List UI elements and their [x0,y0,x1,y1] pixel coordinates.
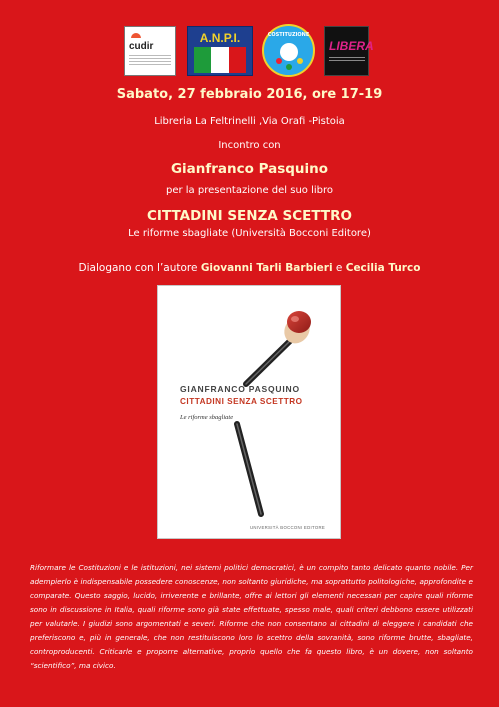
dialogue-join: e [332,262,346,274]
dialogue-prefix: Dialogano con l’autore [78,262,201,274]
author-name: Gianfranco Pasquino [170,161,329,177]
cover-title: CITTADINI SENZA SCETTRO [180,397,303,406]
book-subtitle: Le riforme sbagliate (Università Bocconi Editore) [128,228,371,239]
cudir-logo: cudir [124,26,176,76]
event-date-time: Sabato, 27 febbraio 2016, ore 17-19 [116,87,383,102]
event-venue: Libreria La Feltrinelli ,Via Orafi -Pistoia [154,116,345,127]
cover-publisher: UNIVERSITÀ BOCCONI EDITORE [250,525,326,530]
book-cover [158,286,340,538]
cover-author: GIANFRANCO PASQUINO [180,384,300,394]
book-title: CITTADINI SENZA SCETTRO [147,208,352,224]
libera-logo: LIBERA [324,26,369,76]
guest-name: Giovanni Tarli Barbieri [200,262,333,274]
guest-name: Cecilia Turco [345,262,421,274]
italian-flag-icon [194,47,246,73]
incontro-label: Incontro con [218,140,281,151]
cover-subtitle: Le riforme sbagliate [180,414,234,421]
partner-logos [0,26,499,78]
presentation-intro: per la presentazione del suo libro [165,185,334,196]
anpi-logo: A.N.P.I. [187,26,253,76]
dialogue-line [0,262,499,274]
book-description: Riformare le Costituzioni e le istituzioni, nei sistemi politici democratici, è un compito tanto delicato quanto nobile. Per adempierlo è indispensabile possedere conoscenze, non soltanto giuridiche, ma soprattutto politologiche, approfondite e comparate. Questo saggio, lucido, irriverente e brillante, offre ai lettori gli elementi necessari per capire quali riforme sono in discussione in Italia, quali riforme sono già state effettuate, spesso male, quali criteri debbono essere utilizzati per valutarle. I giudizi sono argomentati e severi. Riforme che non consentano ai cittadini di eleggere i candidati che preferiscono e, più in generale, che non restituiscono loro lo scettro della sovranità, sono riforme brutte, sbagliate, controproducenti. Criticarle e proporre alternative, proprio quello che fa questo libro, è un dovere, non soltanto “scientifico”, ma civico. [30,563,473,670]
scepter-icon [158,286,340,538]
costituzione-logo: COSTITUZIONE [262,24,315,77]
